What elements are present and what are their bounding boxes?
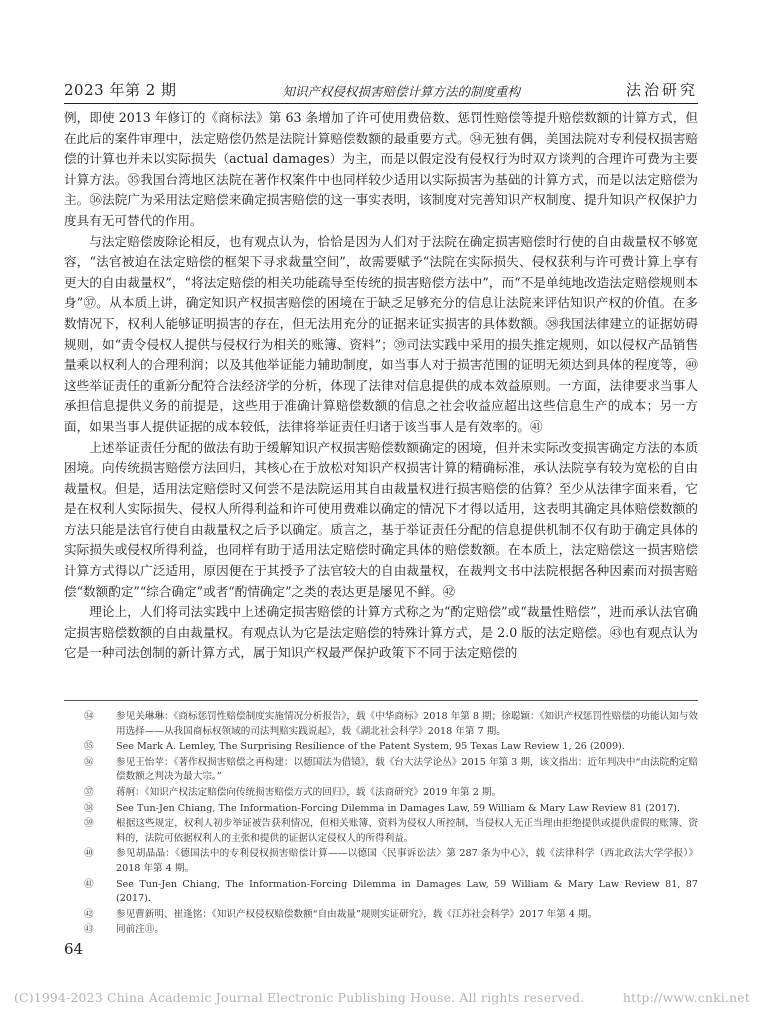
- footnote-text: See Tun-Jen Chiang, The Information-Forcing Dilemma in Damages Law, 59 William & Mary Law Review 81 (2017).: [116, 802, 681, 814]
- footnote-number: ㊴: [84, 818, 94, 830]
- footnote-number: ㊵: [84, 848, 94, 860]
- paragraph-1: 例，即使 2013 年修订的《商标法》第 63 条增加了许可使用费倍数、惩罚性赔偿等提升赔偿数额的计算方式，但在此后的案件审理中，法定赔偿仍然是法院计算赔偿数额的最重要方式。㉞无独有偶，美国法院对专利侵权损害赔偿的计算也并未以实际损失（actual damages）为主，而是以假定没有侵权行为时双方谈判的合理许可费为主要计算方法。㉟我国台湾地区法院在著作权案件中也同样较少适用以实际损害为基础的计算方式，而是以法定赔偿为主。㊱法院广为采用法定赔偿来确定损害赔偿的这一事实表明，该制度对完善知识产权制度、提升知识产权保护力度具有无可替代的作用。: [64, 110, 698, 228]
- footnote-number: ㊳: [84, 802, 94, 814]
- footnote-number: ㊶: [84, 878, 94, 890]
- footnote: [64, 802, 698, 817]
- body-text: [64, 108, 698, 664]
- footnote-number: ㊲: [84, 786, 94, 798]
- paragraph-4: 理论上，人们将司法实践中上述确定损害赔偿的计算方式称之为“酌定赔偿”或“裁量性赔偿”，进而承认法官确定损害赔偿数额的自由裁量权。有观点认为它是法定赔偿的特殊计算方式，是 2.0 版的法定赔偿。㊸也有观点认为它是一种司法创制的新计算方式，属于知识产权最严保护政策下不同于法定赔偿的: [64, 604, 698, 661]
- paragraph-3: 上述举证责任分配的做法有助于缓解知识产权损害赔偿数额确定的困境，但并未实际改变损害确定方法的本质困境。向传统损害赔偿方法回归，其核心在于放松对知识产权损害计算的精确标准，承认法院享有较为宽松的自由裁量权。但是，适用法定赔偿时又何尝不是法院运用其自由裁量权进行损害赔偿的估算？至少从法律字面来看，它是在权利人实际损失、侵权人所得利益和许可使用费难以确定的情况下才得以适用，这表明其确定具体赔偿数额的方法只能是法官行使自由裁量权之后予以确定。质言之，基于举证责任分配的信息提供机制不仅有助于确定具体的实际损失或侵权所得利益，也同样有助于适用法定赔偿时确定具体的赔偿数额。在本质上，法定赔偿这一损害赔偿计算方式得以广泛适用，原因便在于其授予了法官较大的自由裁量权，在裁判文书中法院根据各种因素而对损害赔偿“数额酌定”“综合确定”或者“酌情确定”之类的表达更是屡见不鲜。㊷: [64, 439, 698, 599]
- copyright-footer: [14, 990, 750, 1005]
- article-title: 知识产权侵权损害赔偿计算方法的制度重构: [282, 84, 521, 99]
- footnote-text: 根据这些规定，权利人初步举证被告获利情况，但相关账簿、资料为侵权人所控制，当侵权人无正当理由拒绝提供或提供虚假的账簿、资料的，法院可依据权利人的主张和提供的证据认定侵权人的所得利益。: [116, 818, 698, 844]
- footnote-number: ㉟: [84, 741, 94, 753]
- footnote: [64, 878, 698, 907]
- footnote-text: See Mark A. Lemley, The Surprising Resilience of the Patent System, 95 Texas Law Review 1, 26 (2009).: [116, 741, 625, 753]
- journal-name: 法治研究: [625, 81, 698, 99]
- footnote: [64, 847, 698, 876]
- footnote: [64, 740, 698, 755]
- footnote-number: ㉞: [84, 711, 94, 722]
- footnote-text: See Tun-Jen Chiang, The Information-Forcing Dilemma in Damages Law, 59 William & Mary Law Review 81, 87 (2017).: [116, 878, 698, 905]
- footnote-text: 参见曹新明、崔逢铭：《知识产权侵权赔偿数额“自由裁量”规则实证研究》，载《江苏社会科学》2017 年第 4 期。: [116, 908, 598, 920]
- footnote-text: 参见关琳琳：《商标惩罚性赔偿制度实施情况分析报告》，载《中华商标》2018 年第 8 期；徐聪颖：《知识产权惩罚性赔偿的功能认知与效用选择——从我国商标权领域的司法判赔实践说起》，载《湖北社会科学》2018 年第 7 期。: [116, 711, 698, 737]
- footnote-number: ㊷: [84, 908, 94, 920]
- footnote-number: ㊸: [84, 924, 94, 936]
- footnote: [64, 817, 698, 846]
- copyright-text: (C)1994-2023 China Academic Journal Electronic Publishing House. All rights reserved.: [14, 990, 585, 1005]
- footnote: [64, 923, 698, 938]
- page-number: 64: [64, 940, 84, 958]
- footnotes: [64, 710, 698, 939]
- footnote: [64, 756, 698, 785]
- footnote-text: 参见胡晶晶：《德国法中的专利侵权损害赔偿计算——以德国〈民事诉讼法〉第 287 条为中心》，载《法律科学（西北政法大学学报）》2018 年第 4 期。: [116, 848, 698, 874]
- footnote-divider: [64, 700, 698, 701]
- footnote-text: 同前注⑪。: [116, 924, 164, 936]
- running-header: [64, 78, 698, 104]
- footnote: [64, 786, 698, 801]
- paragraph-2: 与法定赔偿废除论相反，也有观点认为，恰恰是因为人们对于法院在确定损害赔偿时行使的自由裁量权不够宽容，“法官被迫在法定赔偿的框架下寻求裁量空间”，故需要赋予“法院在实际损失、侵权获利与许可费计算上享有更大的自由裁量权”，“将法定赔偿的相关功能疏导至传统的损害赔偿方法中”，而“不是单纯地改造法定赔偿规则本身”㊲。从本质上讲，确定知识产权损害赔偿的困境在于缺乏足够充分的信息让法院来评估知识产权的价值。在多数情况下，权利人能够证明损害的存在，但无法用充分的证据来证实损害的具体数额。㊳我国法律建立的证据妨碍规则，如“责令侵权人提供与侵权行为相关的账簿、资料”；㊴司法实践中采用的损失推定规则，如以侵权产品销售量乘以权利人的合理利润；以及其他举证能力辅助制度，如当事人对于损害范围的证明无须达到具体的程度等，㊵这些举证责任的重新分配符合法经济学的分析，体现了法律对信息提供的成本效益原则。一方面，法律要求当事人承担信息提供义务的前提是，这些用于准确计算赔偿数额的信息之社会收益应超出这些信息生产的成本；另一方面，如果当事人提供证据的成本较低，法律将举证责任归诸于该当事人是有效率的。㊶: [64, 233, 698, 434]
- footnote: [64, 710, 698, 739]
- footnote-text: 蒋舸：《知识产权法定赔偿向传统损害赔偿方式的回归》，载《法商研究》2019 年第 2 期。: [116, 786, 502, 798]
- footnote-number: ㊱: [84, 756, 94, 768]
- footnote-text: 参见王怡苹：《著作权损害赔偿之再构建：以德国法为借镜》，载《台大法学论丛》2015 年第 3 期，该文指出：近年判决中“由法院酌定赔偿数额之判决为最大宗。”: [116, 756, 698, 783]
- footnote: [64, 908, 698, 923]
- cnki-url[interactable]: http://www.cnki.net: [622, 990, 750, 1005]
- issue-label: 2023 年第 2 期: [64, 81, 177, 99]
